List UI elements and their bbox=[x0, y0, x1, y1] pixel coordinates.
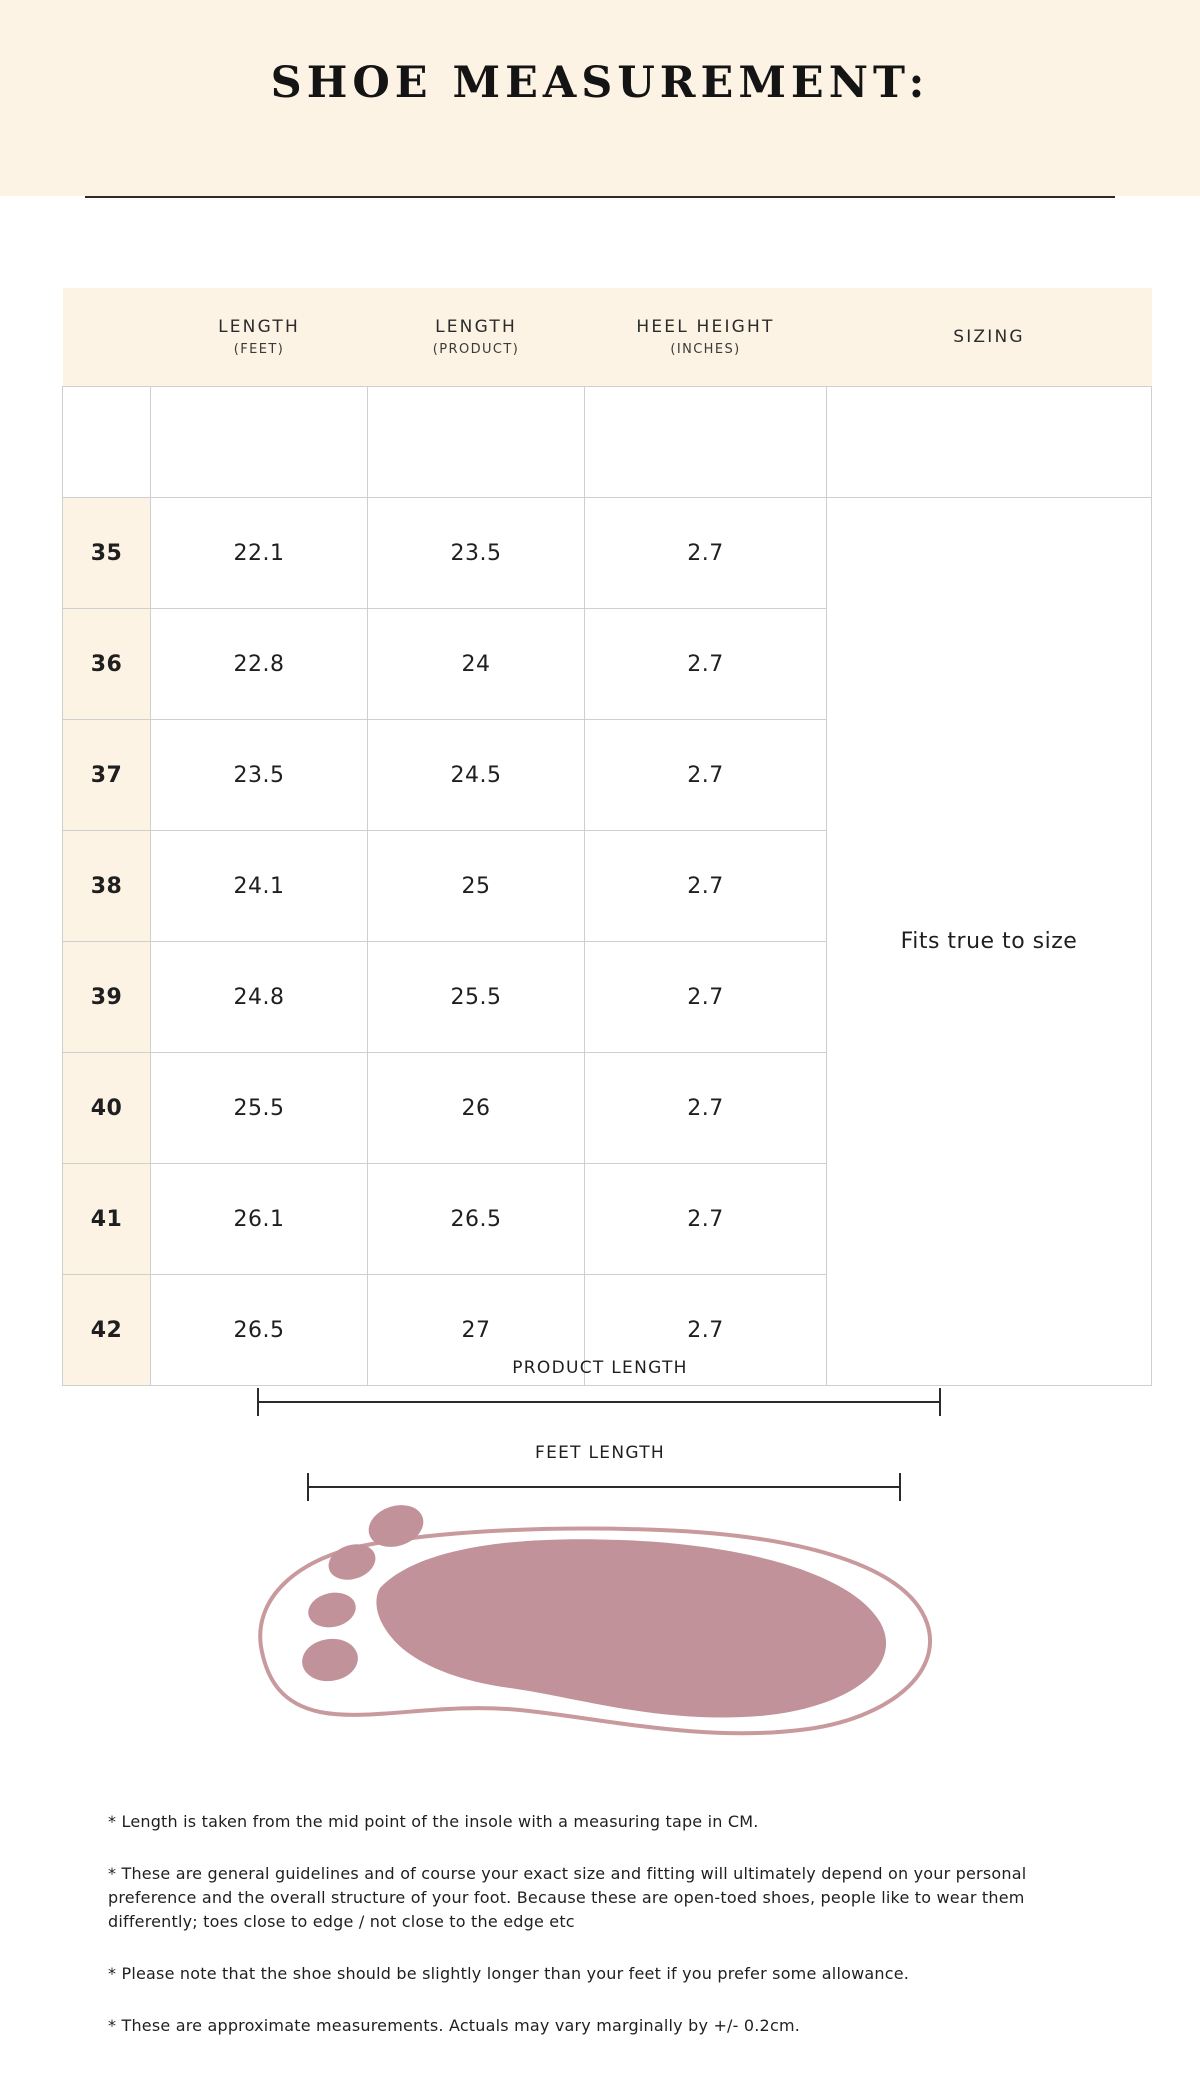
cell-size: 41 bbox=[63, 1164, 151, 1275]
cell-length-product: 25.5 bbox=[368, 942, 585, 1053]
cell-length-product: 27 bbox=[368, 1275, 585, 1386]
cell-size: 39 bbox=[63, 942, 151, 1053]
column-header-size bbox=[63, 288, 151, 387]
cell-length-feet: 22.8 bbox=[151, 609, 368, 720]
cell-size: 40 bbox=[63, 1053, 151, 1164]
column-header-subtitle: (FEET) bbox=[233, 342, 285, 357]
column-header-subtitle: (PRODUCT) bbox=[432, 342, 520, 357]
table-row bbox=[63, 498, 1152, 609]
cell-size: 42 bbox=[63, 1275, 151, 1386]
column-header-subtitle: (INCHES) bbox=[670, 342, 741, 357]
table-body bbox=[63, 387, 1152, 1386]
footnote-item: * These are general guidelines and of course your exact size and fitting will ultimately depend on your personal preference and the overall structure of your foot. Because these are open-toed shoes, people like to wear them differently; toes close to edge / not close to the edge etc bbox=[108, 1864, 1027, 1931]
cell-length-product: 24 bbox=[368, 609, 585, 720]
cell-length-feet: 26.1 bbox=[151, 1164, 368, 1275]
cell-heel-height: 2.7 bbox=[585, 720, 827, 831]
size-table-container bbox=[62, 288, 1152, 1386]
feet-length-arrow bbox=[308, 1473, 900, 1501]
cell-length-feet: 22.1 bbox=[151, 498, 368, 609]
footnotes bbox=[108, 1810, 1118, 2066]
spacer-cell bbox=[63, 387, 151, 498]
foot-diagram-svg bbox=[0, 1330, 1200, 1770]
cell-sizing-note: Fits true to size bbox=[827, 498, 1152, 1386]
column-header-title: HEEL HEIGHT bbox=[636, 317, 775, 337]
column-header-length-product bbox=[368, 288, 585, 387]
table-header-row bbox=[63, 288, 1152, 387]
cell-heel-height: 2.7 bbox=[585, 609, 827, 720]
cell-size: 37 bbox=[63, 720, 151, 831]
column-header-heel-height bbox=[585, 288, 827, 387]
toe-third bbox=[305, 1588, 359, 1631]
cell-heel-height: 2.7 bbox=[585, 1053, 827, 1164]
foot-shape bbox=[376, 1539, 886, 1717]
cell-size: 35 bbox=[63, 498, 151, 609]
foot-measurement-diagram bbox=[0, 1330, 1200, 1770]
feet-length-label: FEET LENGTH bbox=[534, 1443, 665, 1463]
cell-length-feet: 24.1 bbox=[151, 831, 368, 942]
product-length-arrow bbox=[258, 1388, 940, 1416]
cell-heel-height: 2.7 bbox=[585, 831, 827, 942]
toe-fourth bbox=[299, 1635, 360, 1684]
table-spacer-row bbox=[63, 387, 1152, 498]
size-chart-table bbox=[62, 288, 1152, 1386]
product-length-label: PRODUCT LENGTH bbox=[512, 1358, 688, 1378]
column-header-length-feet bbox=[151, 288, 368, 387]
footnote-item: * Please note that the shoe should be slightly longer than your feet if you prefer some allowance. bbox=[108, 1964, 910, 1983]
cell-length-feet: 25.5 bbox=[151, 1053, 368, 1164]
column-header-title: LENGTH bbox=[435, 317, 517, 337]
cell-length-product: 26.5 bbox=[368, 1164, 585, 1275]
cell-length-product: 26 bbox=[368, 1053, 585, 1164]
cell-heel-height: 2.7 bbox=[585, 942, 827, 1053]
cell-length-product: 23.5 bbox=[368, 498, 585, 609]
footnote-item: * Length is taken from the mid point of the insole with a measuring tape in CM. bbox=[108, 1812, 759, 1831]
spacer-cell bbox=[585, 387, 827, 498]
cell-size: 38 bbox=[63, 831, 151, 942]
cell-heel-height: 2.7 bbox=[585, 498, 827, 609]
column-header-title: LENGTH bbox=[218, 317, 300, 337]
spacer-cell bbox=[827, 387, 1152, 498]
column-header-sizing bbox=[827, 288, 1152, 387]
footnote-item: * These are approximate measurements. Actuals may vary marginally by +/- 0.2cm. bbox=[108, 2016, 801, 2035]
spacer-cell bbox=[368, 387, 585, 498]
cell-length-product: 25 bbox=[368, 831, 585, 942]
spacer-cell bbox=[151, 387, 368, 498]
title-divider bbox=[85, 196, 1115, 198]
cell-length-product: 24.5 bbox=[368, 720, 585, 831]
column-header-title: SIZING bbox=[953, 327, 1025, 347]
cell-length-feet: 26.5 bbox=[151, 1275, 368, 1386]
cell-heel-height: 2.7 bbox=[585, 1164, 827, 1275]
table-header bbox=[63, 288, 1152, 387]
cell-size: 36 bbox=[63, 609, 151, 720]
cell-heel-height: 2.7 bbox=[585, 1275, 827, 1386]
cell-length-feet: 24.8 bbox=[151, 942, 368, 1053]
cell-length-feet: 23.5 bbox=[151, 720, 368, 831]
page-title: SHOE MEASUREMENT: bbox=[270, 58, 930, 108]
